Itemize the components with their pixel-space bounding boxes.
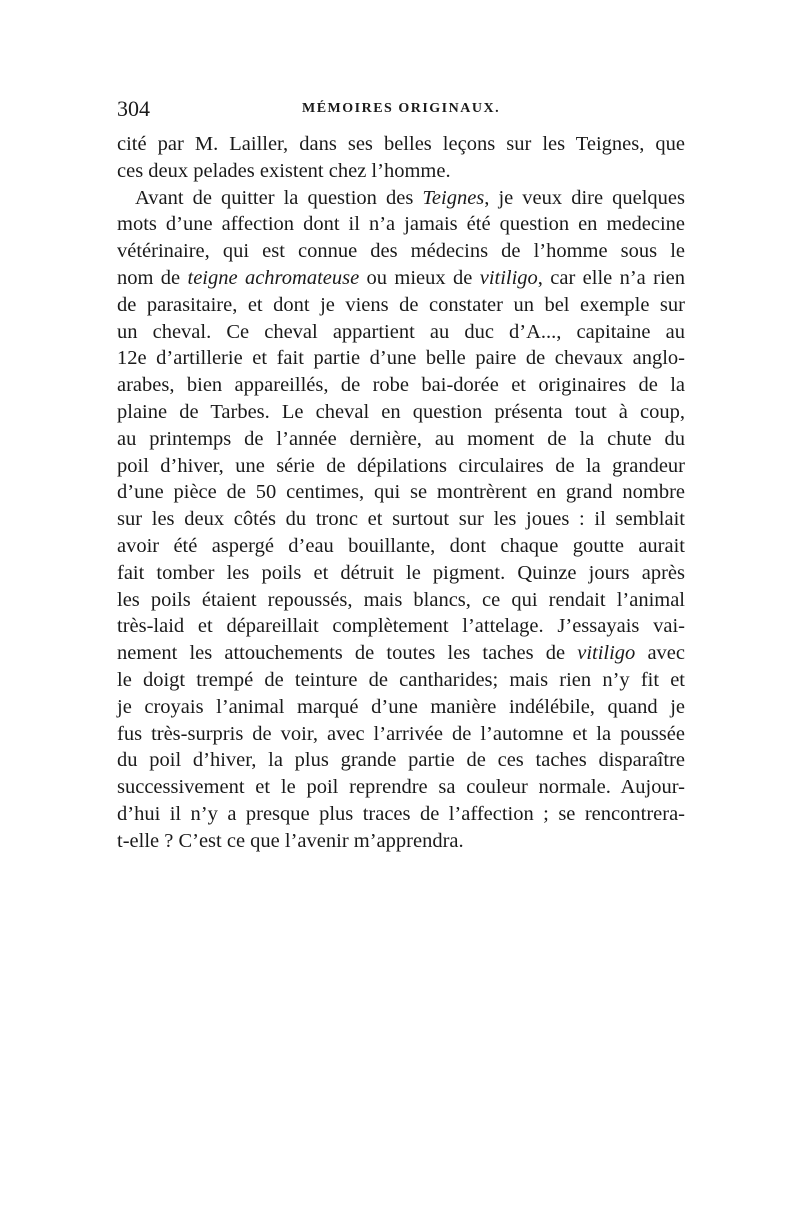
text-line bbox=[117, 587, 685, 614]
text-segment: avec bbox=[635, 642, 685, 665]
text-segment: avoir été aspergé d’eau bouillante, dont chaque goutte aurait bbox=[117, 534, 685, 557]
text-segment: plaine de Tarbes. Le cheval en question présenta tout à coup, bbox=[117, 400, 685, 423]
text-line bbox=[117, 426, 685, 453]
text-segment: 12e d’artillerie et fait partie d’une belle paire de chevaux anglo- bbox=[117, 347, 685, 370]
text-segment: d’hui il n’y a presque plus traces de l’affection ; se rencontrera- bbox=[117, 802, 685, 825]
text-line bbox=[117, 372, 685, 399]
italic-term: Teignes bbox=[422, 186, 485, 209]
text-line bbox=[117, 238, 685, 265]
text-segment: je croyais l’animal marqué d’une manière indélébile, quand je bbox=[117, 695, 685, 718]
text-line bbox=[117, 292, 685, 319]
italic-term: vitiligo bbox=[577, 642, 636, 665]
text-line bbox=[117, 399, 685, 426]
text-line bbox=[117, 613, 685, 640]
text-segment: de parasitaire, et dont je viens de constater un bel exemple sur bbox=[117, 293, 685, 316]
text-segment: , je veux dire quelques bbox=[484, 186, 686, 209]
text-segment: ou mieux de bbox=[359, 266, 480, 289]
text-line bbox=[117, 801, 685, 828]
text-segment: le doigt trempé de teinture de cantharides; mais rien n’y fit et bbox=[117, 668, 685, 691]
text-line bbox=[117, 828, 685, 855]
text-segment: ces deux pelades existent chez l’homme. bbox=[117, 159, 451, 182]
body-text bbox=[117, 131, 685, 855]
text-segment: les poils étaient repoussés, mais blancs, ce qui rendait l’animal bbox=[117, 588, 685, 611]
text-segment: cité par M. Lailler, dans ses belles leçons sur les Teignes, que bbox=[117, 133, 685, 155]
text-segment: mots d’une affection dont il n’a jamais été question en medecine bbox=[117, 213, 685, 236]
page-number: 304 bbox=[117, 96, 150, 121]
text-line bbox=[117, 721, 685, 748]
text-segment: , car elle n’a rien bbox=[537, 266, 685, 289]
text-segment: t-elle ? C’est ce que l’avenir m’apprendra. bbox=[117, 829, 464, 852]
italic-term: teigne achromateuse bbox=[187, 266, 360, 289]
text-segment: sur les deux côtés du tronc et surtout sur les joues : il semblait bbox=[117, 508, 685, 531]
text-segment: d’une pièce de 50 centimes, qui se montrèrent en grand nombre bbox=[117, 481, 685, 504]
text-segment: nement les attouchements de toutes les taches de bbox=[117, 642, 578, 665]
text-line bbox=[117, 774, 685, 801]
text-line bbox=[117, 694, 685, 721]
text-line bbox=[117, 211, 685, 238]
text-segment: fus très-surpris de voir, avec l’arrivée de l’automne et la poussée bbox=[117, 722, 685, 745]
text-line bbox=[117, 667, 685, 694]
text-line bbox=[117, 747, 685, 774]
italic-term: vitiligo bbox=[479, 266, 538, 289]
text-line bbox=[117, 533, 685, 560]
text-segment: Avant de quitter la question des bbox=[135, 186, 423, 209]
text-line bbox=[117, 185, 685, 212]
text-line bbox=[117, 479, 685, 506]
text-segment: poil d’hiver, une série de dépilations circulaires de la grandeur bbox=[117, 454, 685, 477]
text-line bbox=[117, 265, 685, 292]
text-line bbox=[117, 640, 685, 667]
text-line bbox=[117, 158, 685, 185]
text-segment: arabes, bien appareillés, de robe bai-dorée et originaires de la bbox=[117, 374, 685, 397]
text-line bbox=[117, 131, 685, 158]
text-line bbox=[117, 506, 685, 533]
text-segment: fait tomber les poils et détruit le pigment. Quinze jours après bbox=[117, 561, 685, 584]
running-head: MÉMOIRES ORIGINAUX. bbox=[302, 101, 501, 116]
text-line bbox=[117, 345, 685, 372]
text-segment: successivement et le poil reprendre sa couleur normale. Aujour- bbox=[117, 776, 685, 799]
text-segment: du poil d’hiver, la plus grande partie de ces taches disparaître bbox=[117, 749, 685, 772]
text-segment: très-laid et dépareillait complètement l’attelage. J’essayais vai- bbox=[117, 615, 685, 638]
text-segment: vétérinaire, qui est connue des médecins de l’homme sous le bbox=[117, 240, 685, 263]
text-segment: au printemps de l’année dernière, au moment de la chute du bbox=[117, 427, 685, 450]
text-segment: un cheval. Ce cheval appartient au duc d’A..., capitaine au bbox=[117, 320, 685, 343]
text-segment: nom de bbox=[117, 266, 188, 289]
text-line bbox=[117, 453, 685, 480]
text-line bbox=[117, 319, 685, 346]
text-line bbox=[117, 560, 685, 587]
